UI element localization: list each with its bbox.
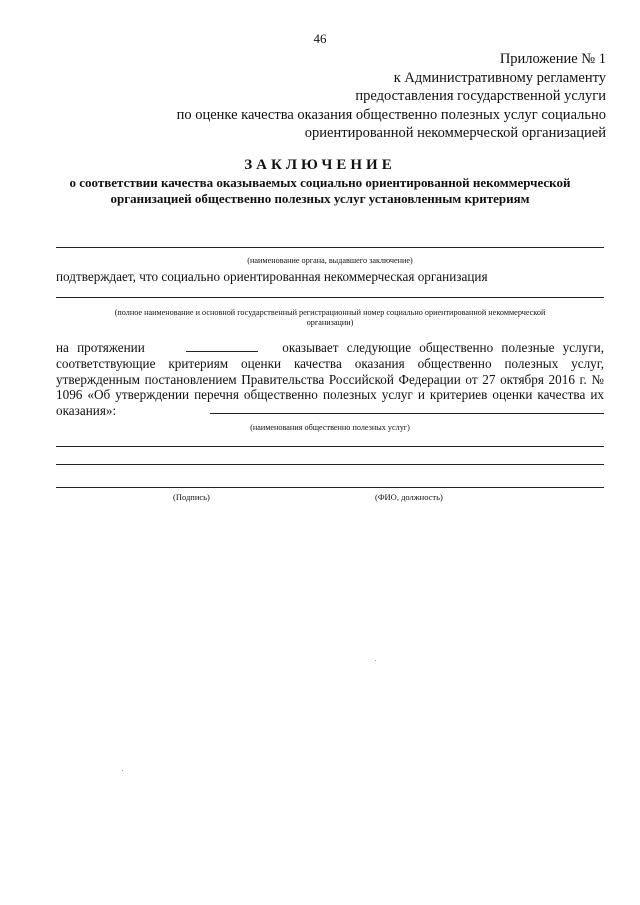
paragraph-rest-text: оказывает следующие общественно полезные услуги, соответствующие критериям оценки качества оказания общественно полезных услуг, утвержденным постановлением Правительства Российской Федерации от 27 октября 2016 г. № 1096 «Об утверждении перечня общественно полезных услуг и критериев оценки качества их оказания»: bbox=[56, 340, 605, 419]
organization-caption-line: организации) bbox=[306, 318, 354, 327]
signature-caption: (Подпись) bbox=[173, 492, 210, 502]
appendix-line: Приложение № 1 bbox=[499, 51, 606, 67]
appendix-line: к Административному регламенту bbox=[393, 69, 606, 86]
period-blank bbox=[186, 340, 258, 352]
confirms-text: подтверждает, что социально ориентированная некоммерческая организация bbox=[56, 269, 488, 284]
appendix-line: предоставления государственной услуги bbox=[355, 88, 606, 104]
services-paragraph bbox=[56, 340, 604, 419]
appendix-line: ориентированной некоммерческой организацией bbox=[304, 125, 606, 141]
appendix-header bbox=[177, 50, 606, 143]
subtitle-line: организацией общественно полезных услуг установленным критериям bbox=[110, 191, 530, 206]
paragraph-start-text: на протяжении bbox=[56, 340, 145, 355]
services-caption: (наименования общественно полезных услуг) bbox=[250, 423, 410, 432]
organization-blank-line bbox=[56, 297, 604, 298]
scan-speck bbox=[375, 660, 376, 661]
name-position-caption: (ФИО, должность) bbox=[375, 492, 443, 502]
services-blank-line-2 bbox=[56, 446, 604, 447]
services-blank-line bbox=[210, 413, 604, 414]
signature-blank-line bbox=[56, 487, 604, 488]
authority-blank-line bbox=[56, 247, 604, 248]
authority-caption: (наименование органа, выдавшего заключение) bbox=[247, 256, 413, 265]
organization-caption-line: (полное наименование и основной государственный регистрационный номер социально ориентированной некоммерческой bbox=[114, 308, 546, 317]
page-number: 46 bbox=[313, 31, 327, 46]
document-subtitle bbox=[30, 175, 610, 207]
scan-speck bbox=[122, 770, 123, 771]
subtitle-line: о соответствии качества оказываемых социально ориентированной некоммерческой bbox=[69, 175, 571, 190]
appendix-line: по оценке качества оказания общественно полезных услуг социально bbox=[176, 106, 606, 123]
organization-caption bbox=[56, 308, 604, 328]
document-title: ЗАКЛЮЧЕНИЕ bbox=[244, 157, 396, 173]
services-blank-line-3 bbox=[56, 464, 604, 465]
